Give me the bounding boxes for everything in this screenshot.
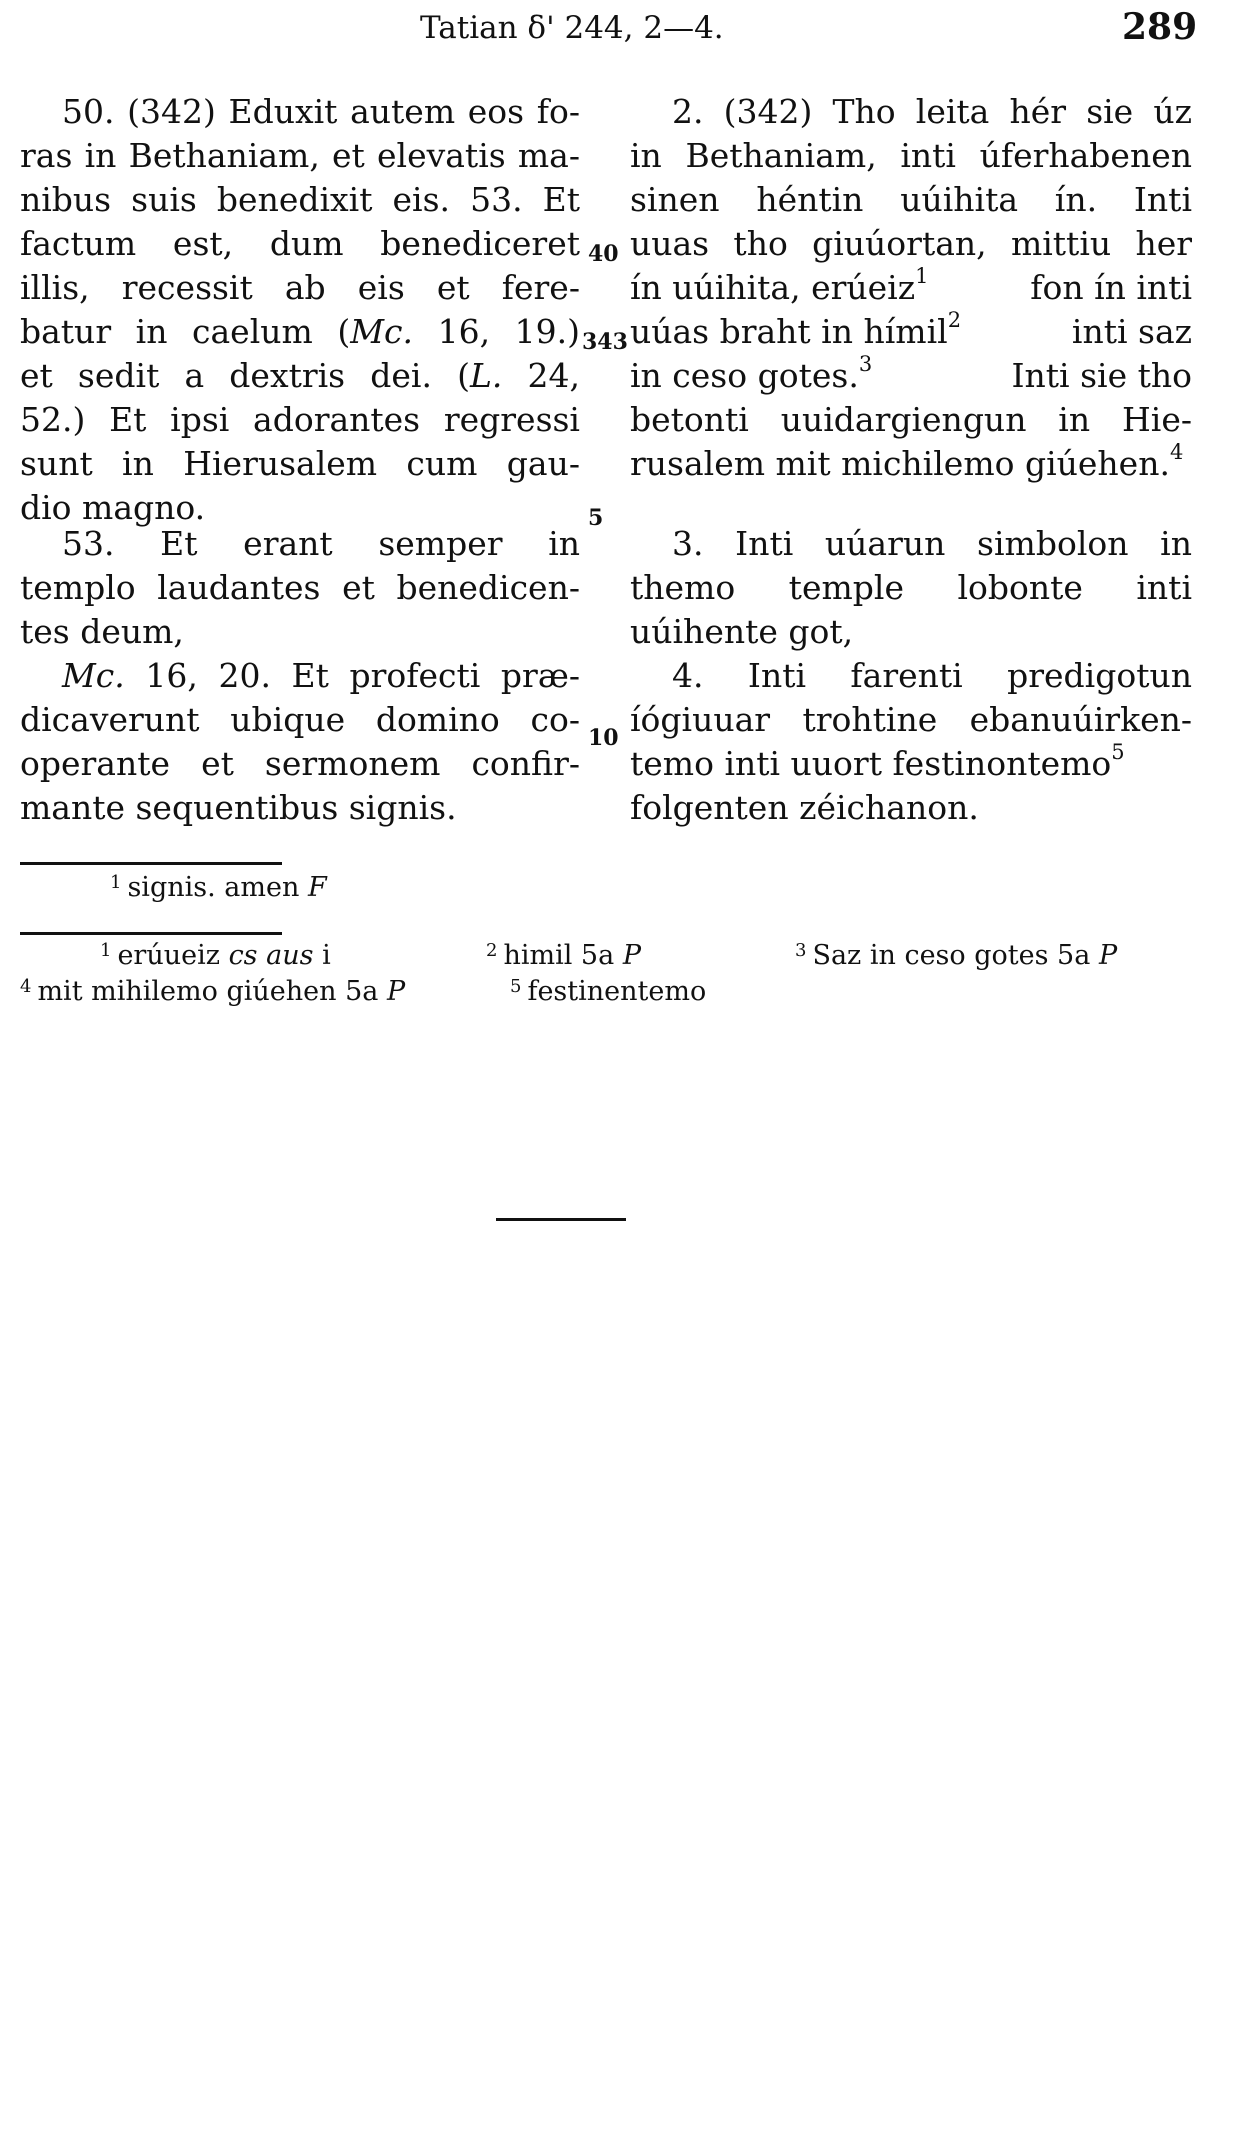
footnote-rule [20, 932, 282, 935]
german-line: 3. Inti uúarun simbolon in [672, 524, 1192, 563]
latin-line: illis, recessit ab eis et fere- [20, 268, 580, 307]
latin-line: 52.) Et ipsi adorantes regressi [20, 400, 580, 439]
footnote-ref: 5 [1111, 740, 1125, 764]
german-line [630, 266, 1192, 310]
latin-footnote: $^1$ signis. amen F [110, 872, 327, 903]
latin-line: templo laudantes et benedicen- [20, 568, 580, 607]
german-line [630, 310, 1192, 354]
latin-line: factum est, dum benediceret [20, 224, 580, 263]
german-line-part: uúas braht in hímil$^2$ [630, 308, 962, 351]
german-line: in Bethaniam, inti úferhabenen [630, 136, 1192, 175]
footnote-rule [20, 862, 282, 865]
german-line: 4. Inti farenti predigotun [672, 656, 1192, 695]
german-line: themo temple lobonte inti [630, 568, 1192, 607]
footnote-ref: 3 [858, 352, 873, 376]
latin-line: dio magno. [20, 488, 206, 527]
footnote-ref: 2 [947, 308, 962, 332]
german-line: 2. (342) Tho leita hér sie úz [672, 92, 1192, 131]
german-line: uuas tho giuúortan, mittiu her [630, 224, 1192, 263]
german-line: íógiuuar trohtine ebanuúirken- [630, 700, 1192, 739]
latin-line: Mc. 16, 20. Et profecti præ- [62, 656, 580, 695]
german-column [630, 90, 1192, 830]
running-title: Tatian δ' 244, 2—4. [420, 10, 724, 46]
german-line-part: ín uúihita, erúeiz$^1$ [630, 264, 929, 307]
line-number: 343 [582, 329, 628, 355]
german-footnote: $^2$ himil 5a P [486, 940, 641, 971]
german-line-part: inti saz [1071, 312, 1192, 351]
page-number: 289 [1122, 6, 1198, 48]
german-line: rusalem mit michilemo giúehen.$^4$ [630, 440, 1184, 483]
footnote-ref: 4 [1169, 440, 1184, 464]
latin-column [20, 90, 580, 830]
latin-line: 50. (342) Eduxit autem eos fo- [62, 92, 580, 131]
german-line-part: fon ín inti [1030, 268, 1192, 307]
german-line: temo inti uuort festinontemo$^5$ [630, 740, 1125, 783]
latin-line: tes deum, [20, 612, 184, 651]
latin-line: mante sequentibus signis. [20, 788, 457, 827]
latin-line: operante et sermonem confir- [20, 744, 580, 783]
german-line: uúihente got, [630, 612, 854, 651]
footnote-ref: 1 [915, 264, 929, 288]
german-line [630, 354, 1192, 398]
german-line: folgenten zéichanon. [630, 788, 979, 827]
german-line: betonti uuidargiengun in Hie- [630, 400, 1192, 439]
latin-line: nibus suis benedixit eis. 53. Et [20, 180, 580, 219]
german-line-part: in ceso gotes.$^3$ [630, 352, 873, 395]
line-number: 40 [588, 241, 619, 267]
german-line: sinen héntin uúihita ín. Inti [630, 180, 1192, 219]
german-footnote: $^5$ festinentemo [510, 976, 707, 1007]
german-footnote: $^1$ erúueiz cs aus i [100, 940, 331, 971]
german-footnote: $^3$ Saz in ceso gotes 5a P [795, 940, 1118, 971]
latin-line: batur in caelum (Mc. 16, 19.) [20, 312, 580, 351]
latin-line: dicaverunt ubique domino co- [20, 700, 580, 739]
german-line-part: Inti sie tho [1011, 356, 1192, 395]
latin-line: ras in Bethaniam, et elevatis ma- [20, 136, 580, 175]
latin-line: et sedit a dextris dei. (L. 24, [20, 356, 580, 395]
latin-line: sunt in Hierusalem cum gau- [20, 444, 580, 483]
end-rule [496, 1218, 626, 1221]
line-number: 10 [588, 725, 619, 751]
line-number: 5 [588, 505, 604, 531]
latin-line: 53. Et erant semper in [62, 524, 580, 563]
german-footnote: $^4$ mit mihilemo giúehen 5a P [20, 976, 406, 1007]
